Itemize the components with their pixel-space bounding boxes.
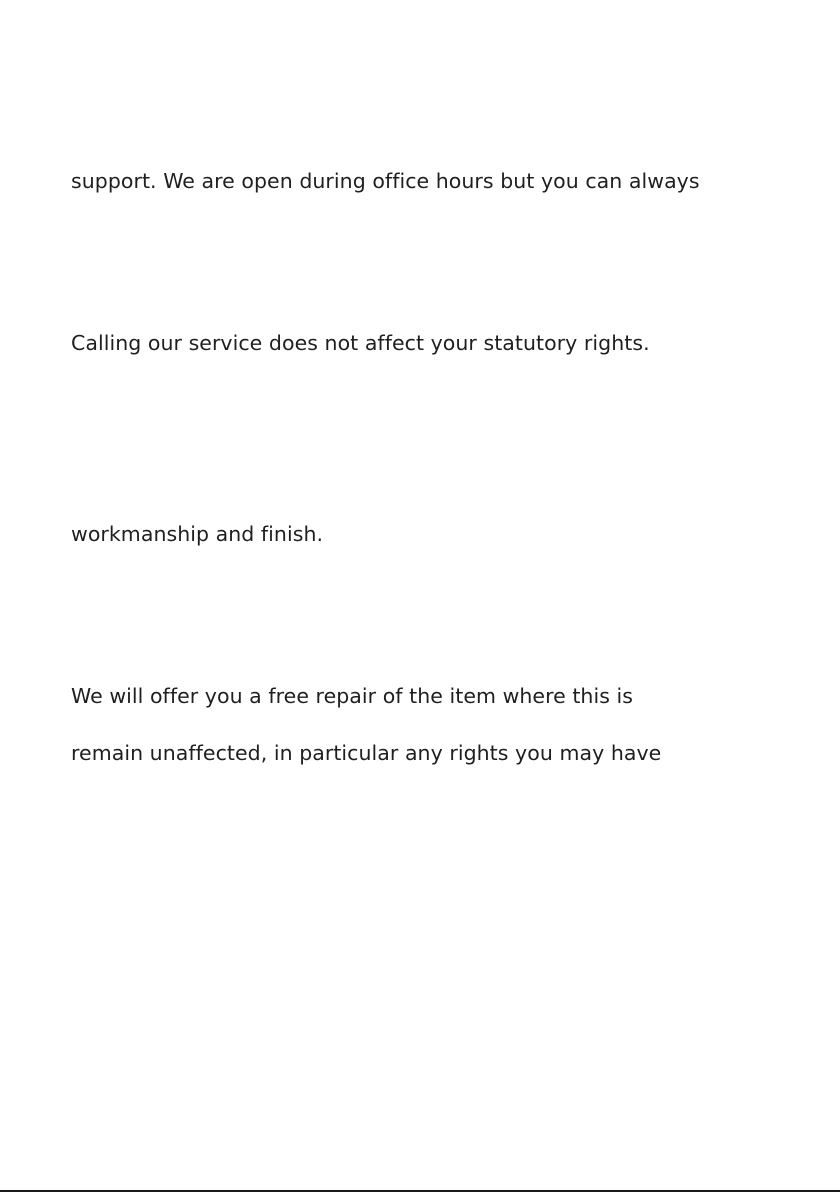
text-line-rights-unaffected: remain unaffected, in particular any rights you may have [71, 741, 662, 765]
text-line-support-hours: support. We are open during office hours but you can always [71, 169, 700, 193]
text-line-workmanship: workmanship and finish. [71, 522, 324, 546]
text-line-statutory-rights: Calling our service does not affect your statutory rights. [71, 331, 650, 355]
text-line-free-repair: We will offer you a free repair of the item where this is [71, 684, 633, 708]
